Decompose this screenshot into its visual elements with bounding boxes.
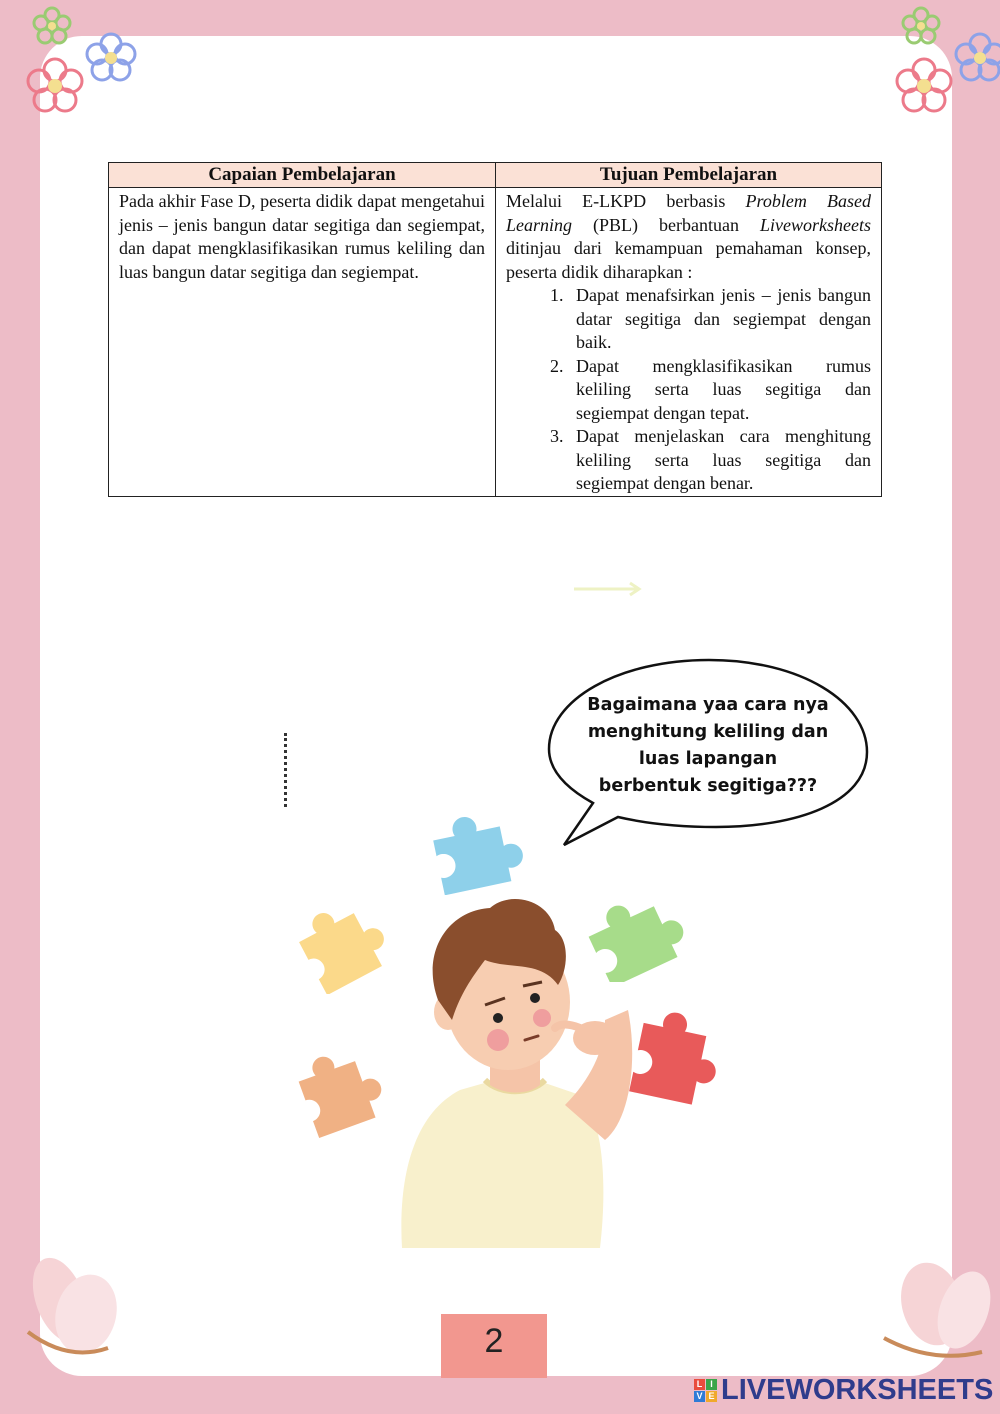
arrow-right-icon (572, 580, 644, 598)
tujuan-list (506, 284, 871, 496)
learning-objectives-table (108, 162, 882, 497)
liveworksheets-brand[interactable] (694, 1374, 993, 1406)
page-number: 2 (484, 1322, 504, 1360)
puzzle-piece-yellow-icon (292, 898, 394, 994)
flowers-top-right-decoration (880, 0, 1000, 125)
flowers-top-left-decoration (8, 0, 148, 125)
tujuan-item: 3. Dapat menjelaskan cara menghitung keliling serta luas segitiga dan segiempat dengan benar. (568, 425, 871, 496)
puzzle-piece-blue-icon (418, 803, 542, 895)
brand-text: LIVEWORKSHEETS (721, 1373, 994, 1406)
liveworksheets-logo-icon: L I V E (694, 1379, 717, 1402)
dotted-divider (284, 733, 287, 807)
butterfly-bottom-left-decoration (8, 1252, 138, 1372)
capaian-header: Capaian Pembelajaran (109, 163, 496, 188)
capaian-cell: Pada akhir Fase D, peserta didik dapat mengetahui jenis – jenis bangun datar segitiga dan segiempat, dan dapat mengklasifikasikan rumus keliling dan luas bangun datar segitiga dan segiempat. (109, 188, 496, 497)
tujuan-intro: Melalui E-LKPD berbasis Problem Based Learning (PBL) berbantuan Liveworksheets ditinjau dari kemampuan pemahaman konsep, peserta didik diharapkan : (506, 191, 872, 282)
puzzle-piece-orange-icon (288, 1040, 392, 1140)
tujuan-item: 1. Dapat menafsirkan jenis – jenis bangun datar segitiga dan segiempat dengan baik. (568, 284, 871, 355)
thinking-boy-illustration (390, 890, 640, 1250)
tujuan-item: 2. Dapat mengklasifikasikan rumus keliling serta luas segitiga dan segiempat dengan tepat. (568, 355, 871, 426)
butterfly-bottom-right-decoration (872, 1252, 1000, 1372)
tujuan-cell (496, 188, 882, 497)
tujuan-header: Tujuan Pembelajaran (496, 163, 882, 188)
speech-bubble-text: Bagaimana yaa cara nya menghitung keliling dan luas lapangan berbentuk segitiga??? (587, 695, 829, 796)
